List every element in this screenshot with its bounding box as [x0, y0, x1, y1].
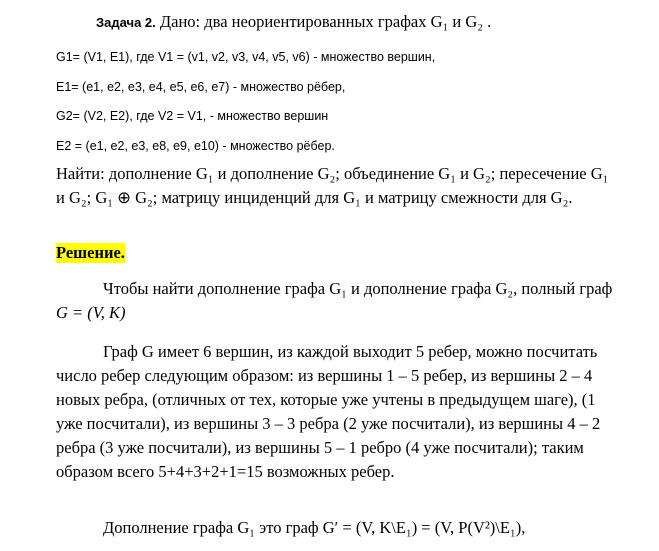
paragraph2-line-1: Граф G имеет 6 вершин, из каждой выходит 5 ребер, можно посчитать [103, 342, 598, 361]
solution-heading: Решение. [56, 243, 125, 262]
paragraph2-line-5: ребра (3 уже посчитали), из вершины 5 – 1 ребро (4 уже посчитали); таким [56, 438, 584, 457]
task-label: Задача 2. [96, 15, 156, 30]
given-line-2: E1= (e1, e2, e3, e4, e5, e6, e7) - множество рёбер, [56, 80, 346, 94]
given-line-4: E2 = (e1, e2, e3, e8, e9, e10) - множество рёбер. [56, 139, 335, 153]
find-line-1: Найти: дополнение G₁ и дополнение G₂; объединение G₁ и G₂; пересечение G₁ [56, 164, 609, 183]
given-line-1: G1= (V1, E1), где V1 = (v1, v2, v3, v4, v5, v6) - множество вершин, [56, 50, 436, 64]
paragraph2-line-6: образом всего 5+4+3+2+1=15 возможных ребер. [56, 462, 395, 481]
paragraph2-line-2: число ребер следующим образом: из вершины 1 – 5 ребер, из вершины 2 – 4 [56, 366, 593, 385]
paragraph2-line-4: уже посчитали), из вершины 3 – 3 ребра (2 уже посчитали), из вершины 4 – 2 [56, 414, 601, 433]
task-statement: Дано: два неориентированных графах G₁ и G₂ . [155, 12, 492, 31]
find-line-2: и G₂; G₁ ⊕ G₂; матрицу инциденций для G₁ и матрицу смежности для G₂. [56, 188, 573, 207]
given-line-3: G2= (V2, E2), где V2 = V1, - множество вершин [56, 109, 329, 123]
paragraph1-line-1: Чтобы найти дополнение графа G₁ и дополнение графа G₂, полный граф [103, 279, 613, 298]
task-title [96, 12, 491, 32]
paragraph2-line-3: новых ребра, (отличных от тех, которые уже учтены в предыдущем шаге), (1 [56, 390, 596, 409]
complete-graph-formula: G = (V, K) [56, 303, 126, 322]
paragraph3-line-1: Дополнение графа G₁ это граф G′ = (V, K\E₁) = (V, P(V²)\E₁), [103, 518, 526, 537]
